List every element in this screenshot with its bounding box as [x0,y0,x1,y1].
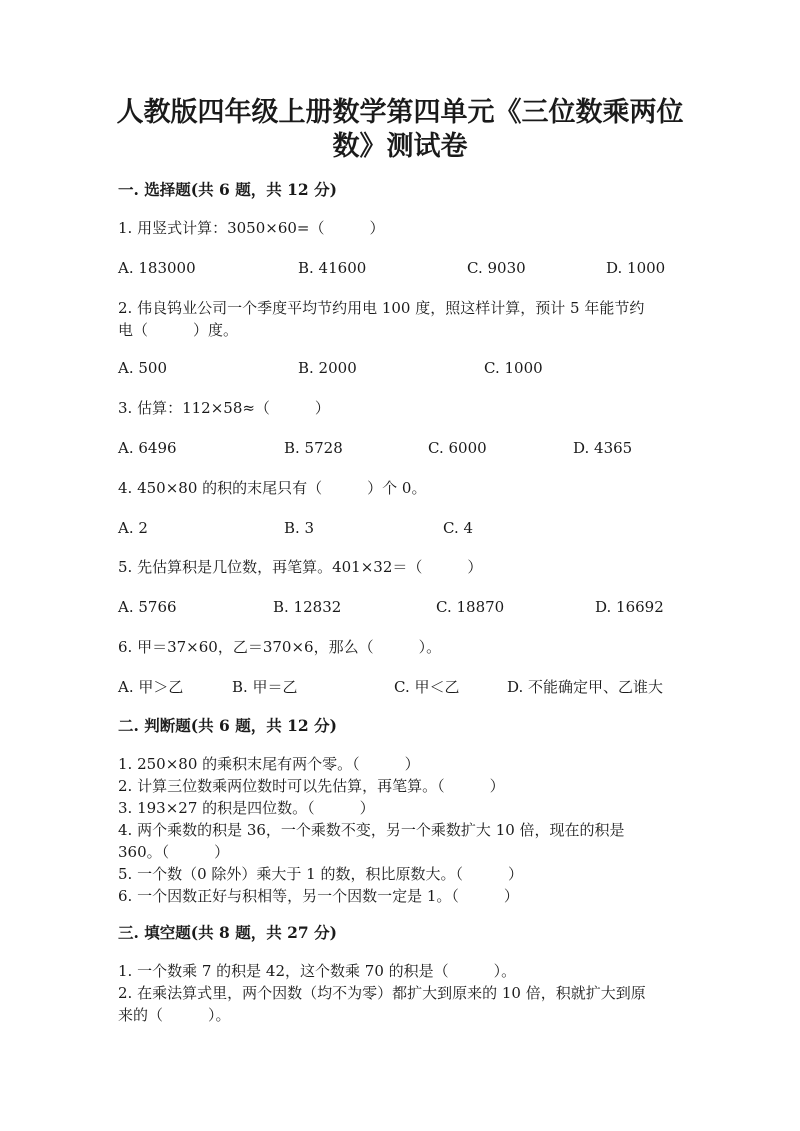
statement-line: 3. 193×27 的积是四位数。（ ） [118,799,375,817]
section-heading-choice: 一. 选择题(共 6 题，共 12 分) [118,180,337,199]
option-a: A. 6496 [118,439,177,457]
statement-line: 2. 计算三位数乘两位数时可以先估算，再笔算。（ ） [118,777,505,795]
option-d: D. 16692 [595,598,664,616]
option-b: B. 2000 [298,359,357,377]
statement-line: 4. 两个乘数的积是 36，一个乘数不变，另一个乘数扩大 10 倍，现在的积是 [118,821,625,839]
option-a: A. 甲＞乙 [118,678,184,696]
fill-line: 来的（ ）。 [118,1006,231,1024]
option-c: C. 4 [443,519,474,537]
option-d: D. 不能确定甲、乙谁大 [507,678,664,696]
statement-line: 360。（ ） [118,843,230,861]
option-a: A. 2 [118,519,148,537]
statement-line: 1. 250×80 的乘积末尾有两个零。（ ） [118,755,420,773]
exam-title-line-1: 人教版四年级上册数学第四单元《三位数乘两位 [116,97,684,128]
option-c: C. 甲＜乙 [394,678,460,696]
question-text: 4. 450×80 的积的末尾只有（ ）个 0。 [118,479,427,497]
option-c: C. 6000 [428,439,487,457]
option-a: A. 500 [118,359,167,377]
option-b: B. 3 [284,519,315,537]
option-c: C. 9030 [467,259,526,277]
question-text: 3. 估算：112×58≈（ ） [118,399,330,417]
option-b: B. 12832 [273,598,342,616]
question-text: 5. 先估算积是几位数，再笔算。401×32＝（ ） [118,558,483,576]
question-text: 6. 甲＝37×60，乙＝370×6，那么（ ）。 [118,638,442,656]
statement-line: 6. 一个因数正好与积相等，另一个因数一定是 1。（ ） [118,887,519,905]
question-text-continued: 电（ ）度。 [118,321,239,339]
option-c: C. 18870 [436,598,505,616]
section-heading-fill: 三. 填空题(共 8 题，共 27 分) [118,923,337,942]
statement-line: 5. 一个数（0 除外）乘大于 1 的数，积比原数大。（ ） [118,865,523,883]
option-c: C. 1000 [484,359,543,377]
exam-title-line-2: 数》测试卷 [332,131,468,162]
question-text: 1. 用竖式计算：3050×60=（ ） [118,219,385,237]
section-heading-judgment: 二. 判断题(共 6 题，共 12 分) [118,716,337,735]
fill-line: 1. 一个数乘 7 的积是 42，这个数乘 70 的积是（ ）。 [118,962,517,980]
option-d: D. 4365 [573,439,633,457]
question-text: 2. 伟良钨业公司一个季度平均节约用电 100 度，照这样计算，预计 5 年能节约 [118,299,645,317]
option-b: B. 5728 [284,439,343,457]
option-a: A. 183000 [118,259,196,277]
option-b: B. 41600 [298,259,367,277]
option-b: B. 甲＝乙 [232,678,298,696]
option-a: A. 5766 [118,598,177,616]
option-d: D. 1000 [606,259,666,277]
fill-line: 2. 在乘法算式里，两个因数（均不为零）都扩大到原来的 10 倍，积就扩大到原 [118,984,646,1002]
